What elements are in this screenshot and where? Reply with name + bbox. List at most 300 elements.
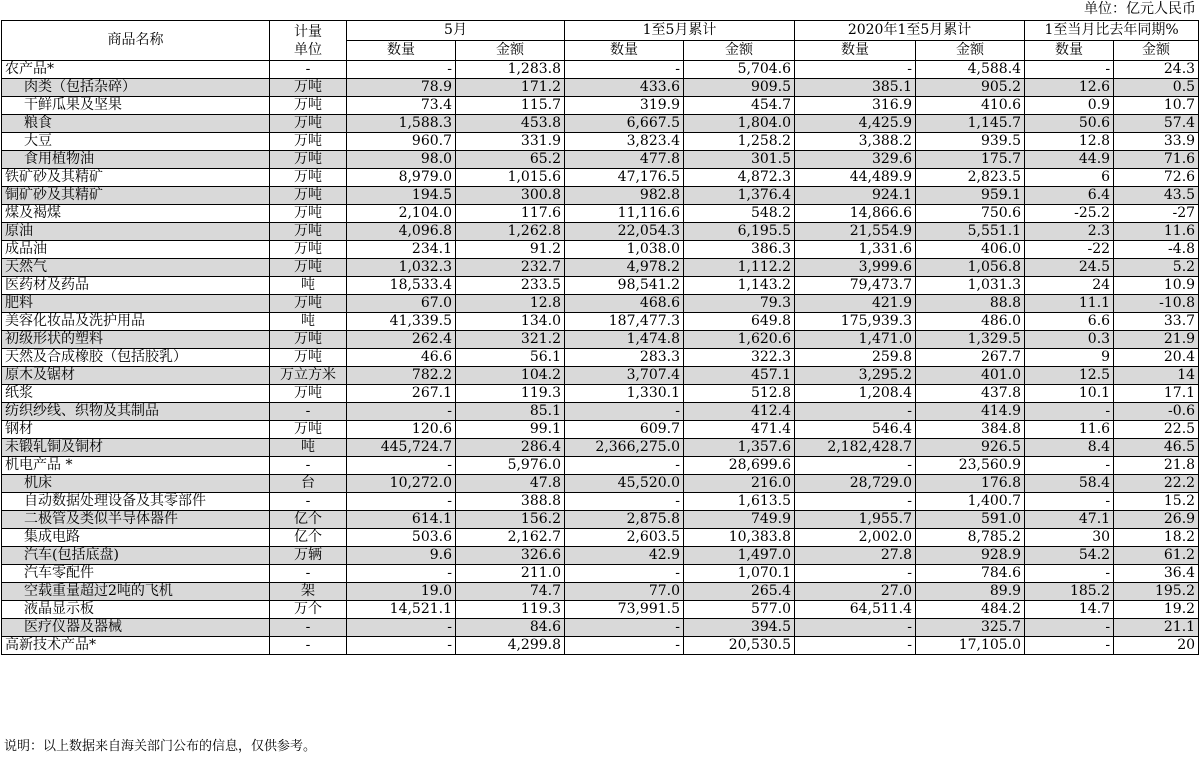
ytd-amount: 322.3 bbox=[684, 349, 795, 367]
ytd-2020-amount: 384.8 bbox=[916, 421, 1025, 439]
row-unit: 吨 bbox=[270, 439, 347, 457]
ytd-amount: 1,357.6 bbox=[684, 439, 795, 457]
table-row bbox=[2, 133, 1199, 151]
ytd-2020-amount: 410.6 bbox=[916, 97, 1025, 115]
may-amount: 321.2 bbox=[456, 331, 565, 349]
row-unit: - bbox=[270, 493, 347, 511]
yoy-qty-pct: 8.4 bbox=[1025, 439, 1114, 457]
ytd-qty: - bbox=[565, 619, 684, 637]
ytd-2020-amount: 926.5 bbox=[916, 439, 1025, 457]
row-unit: 吨 bbox=[270, 313, 347, 331]
row-unit: - bbox=[270, 619, 347, 637]
table-row bbox=[2, 313, 1199, 331]
ytd-qty: 4,978.2 bbox=[565, 259, 684, 277]
row-unit: 万吨 bbox=[270, 421, 347, 439]
ytd-2020-qty: - bbox=[795, 637, 916, 655]
may-qty: 9.6 bbox=[347, 547, 456, 565]
ytd-2020-amount: 1,329.5 bbox=[916, 331, 1025, 349]
table-body bbox=[2, 61, 1199, 655]
row-unit: 万吨 bbox=[270, 331, 347, 349]
table-row bbox=[2, 259, 1199, 277]
yoy-amount-pct: 22.2 bbox=[1114, 475, 1199, 493]
yoy-amount-pct: 11.6 bbox=[1114, 223, 1199, 241]
yoy-qty-pct: 47.1 bbox=[1025, 511, 1114, 529]
ytd-qty: 283.3 bbox=[565, 349, 684, 367]
yoy-amount-pct: 46.5 bbox=[1114, 439, 1199, 457]
row-name: 机电产品 * bbox=[2, 457, 270, 475]
may-amount: 5,976.0 bbox=[456, 457, 565, 475]
ytd-amount: 1,258.2 bbox=[684, 133, 795, 151]
ytd-2020-amount: 2,823.5 bbox=[916, 169, 1025, 187]
ytd-2020-qty: 385.1 bbox=[795, 79, 916, 97]
ytd-qty: 2,603.5 bbox=[565, 529, 684, 547]
may-amount: 91.2 bbox=[456, 241, 565, 259]
ytd-amount: 1,497.0 bbox=[684, 547, 795, 565]
ytd-2020-amount: 939.5 bbox=[916, 133, 1025, 151]
may-qty: - bbox=[347, 493, 456, 511]
ytd-2020-qty: - bbox=[795, 493, 916, 511]
header-qty: 数量 bbox=[795, 41, 916, 61]
yoy-amount-pct: 33.9 bbox=[1114, 133, 1199, 151]
ytd-amount: 548.2 bbox=[684, 205, 795, 223]
row-name: 液晶显示板 bbox=[2, 601, 270, 619]
yoy-amount-pct: -4.8 bbox=[1114, 241, 1199, 259]
row-name: 纺织纱线、织物及其制品 bbox=[2, 403, 270, 421]
yoy-amount-pct: 195.2 bbox=[1114, 583, 1199, 601]
row-unit: 台 bbox=[270, 475, 347, 493]
table-row bbox=[2, 97, 1199, 115]
ytd-2020-qty: - bbox=[795, 619, 916, 637]
ytd-2020-amount: 414.9 bbox=[916, 403, 1025, 421]
ytd-qty: 3,707.4 bbox=[565, 367, 684, 385]
yoy-amount-pct: 33.7 bbox=[1114, 313, 1199, 331]
ytd-amount: 512.8 bbox=[684, 385, 795, 403]
row-name: 自动数据处理设备及其零部件 bbox=[2, 493, 270, 511]
row-name: 二极管及类似半导体器件 bbox=[2, 511, 270, 529]
yoy-qty-pct: - bbox=[1025, 493, 1114, 511]
ytd-amount: 471.4 bbox=[684, 421, 795, 439]
table-row bbox=[2, 403, 1199, 421]
ytd-2020-qty: 175,939.3 bbox=[795, 313, 916, 331]
yoy-qty-pct: 24.5 bbox=[1025, 259, 1114, 277]
ytd-2020-qty: 1,955.7 bbox=[795, 511, 916, 529]
table-row bbox=[2, 223, 1199, 241]
may-amount: 84.6 bbox=[456, 619, 565, 637]
ytd-2020-amount: 406.0 bbox=[916, 241, 1025, 259]
may-qty: 10,272.0 bbox=[347, 475, 456, 493]
ytd-2020-qty: 64,511.4 bbox=[795, 601, 916, 619]
table-row bbox=[2, 367, 1199, 385]
may-qty: 8,979.0 bbox=[347, 169, 456, 187]
ytd-2020-amount: 591.0 bbox=[916, 511, 1025, 529]
may-amount: 232.7 bbox=[456, 259, 565, 277]
may-amount: 104.2 bbox=[456, 367, 565, 385]
ytd-2020-qty: 3,999.6 bbox=[795, 259, 916, 277]
yoy-qty-pct: 54.2 bbox=[1025, 547, 1114, 565]
yoy-qty-pct: 58.4 bbox=[1025, 475, 1114, 493]
row-unit: 万吨 bbox=[270, 187, 347, 205]
header-amt: 金额 bbox=[1114, 41, 1199, 61]
row-unit: 万吨 bbox=[270, 241, 347, 259]
ytd-amount: 216.0 bbox=[684, 475, 795, 493]
ytd-2020-amount: 8,785.2 bbox=[916, 529, 1025, 547]
ytd-qty: - bbox=[565, 493, 684, 511]
yoy-qty-pct: -25.2 bbox=[1025, 205, 1114, 223]
may-qty: 19.0 bbox=[347, 583, 456, 601]
table-row bbox=[2, 61, 1199, 79]
ytd-2020-qty: 44,489.9 bbox=[795, 169, 916, 187]
ytd-2020-qty: 27.0 bbox=[795, 583, 916, 601]
may-qty: 445,724.7 bbox=[347, 439, 456, 457]
ytd-amount: 394.5 bbox=[684, 619, 795, 637]
row-unit: 亿个 bbox=[270, 529, 347, 547]
ytd-2020-qty: - bbox=[795, 61, 916, 79]
table-row bbox=[2, 331, 1199, 349]
row-name: 空载重量超过2吨的飞机 bbox=[2, 583, 270, 601]
row-unit: 万吨 bbox=[270, 223, 347, 241]
yoy-amount-pct: 26.9 bbox=[1114, 511, 1199, 529]
ytd-qty: 609.7 bbox=[565, 421, 684, 439]
ytd-qty: - bbox=[565, 403, 684, 421]
ytd-amount: 5,704.6 bbox=[684, 61, 795, 79]
yoy-qty-pct: 12.8 bbox=[1025, 133, 1114, 151]
yoy-qty-pct: 11.1 bbox=[1025, 295, 1114, 313]
header-group-may: 5月 bbox=[347, 21, 565, 41]
yoy-amount-pct: 57.4 bbox=[1114, 115, 1199, 133]
ytd-amount: 1,613.5 bbox=[684, 493, 795, 511]
row-unit: 万辆 bbox=[270, 547, 347, 565]
ytd-2020-amount: 325.7 bbox=[916, 619, 1025, 637]
may-amount: 300.8 bbox=[456, 187, 565, 205]
yoy-amount-pct: 5.2 bbox=[1114, 259, 1199, 277]
yoy-qty-pct: 6 bbox=[1025, 169, 1114, 187]
row-unit: 架 bbox=[270, 583, 347, 601]
ytd-qty: 11,116.6 bbox=[565, 205, 684, 223]
ytd-2020-qty: 1,331.6 bbox=[795, 241, 916, 259]
ytd-2020-amount: 959.1 bbox=[916, 187, 1025, 205]
row-unit: - bbox=[270, 61, 347, 79]
may-amount: 119.3 bbox=[456, 601, 565, 619]
ytd-2020-qty: - bbox=[795, 457, 916, 475]
may-amount: 74.7 bbox=[456, 583, 565, 601]
yoy-qty-pct: - bbox=[1025, 457, 1114, 475]
table-row bbox=[2, 511, 1199, 529]
may-qty: - bbox=[347, 61, 456, 79]
may-amount: 47.8 bbox=[456, 475, 565, 493]
may-amount: 65.2 bbox=[456, 151, 565, 169]
ytd-2020-amount: 486.0 bbox=[916, 313, 1025, 331]
ytd-2020-amount: 484.2 bbox=[916, 601, 1025, 619]
ytd-2020-amount: 5,551.1 bbox=[916, 223, 1025, 241]
ytd-qty: 2,875.8 bbox=[565, 511, 684, 529]
row-name: 大豆 bbox=[2, 133, 270, 151]
header-qty: 数量 bbox=[1025, 41, 1114, 61]
may-amount: 1,262.8 bbox=[456, 223, 565, 241]
ytd-2020-amount: 784.6 bbox=[916, 565, 1025, 583]
yoy-amount-pct: 71.6 bbox=[1114, 151, 1199, 169]
yoy-amount-pct: 17.1 bbox=[1114, 385, 1199, 403]
row-name: 初级形状的塑料 bbox=[2, 331, 270, 349]
row-name: 汽车零配件 bbox=[2, 565, 270, 583]
ytd-amount: 265.4 bbox=[684, 583, 795, 601]
table-row bbox=[2, 169, 1199, 187]
may-amount: 171.2 bbox=[456, 79, 565, 97]
ytd-amount: 28,699.6 bbox=[684, 457, 795, 475]
yoy-amount-pct: 72.6 bbox=[1114, 169, 1199, 187]
header-unit-line1: 计量 bbox=[294, 23, 322, 40]
row-unit: 万立方米 bbox=[270, 367, 347, 385]
yoy-amount-pct: 19.2 bbox=[1114, 601, 1199, 619]
may-qty: 782.2 bbox=[347, 367, 456, 385]
yoy-amount-pct: 0.5 bbox=[1114, 79, 1199, 97]
may-qty: 41,339.5 bbox=[347, 313, 456, 331]
may-amount: 1,283.8 bbox=[456, 61, 565, 79]
row-name: 食用植物油 bbox=[2, 151, 270, 169]
yoy-qty-pct: 14.7 bbox=[1025, 601, 1114, 619]
ytd-qty: 1,038.0 bbox=[565, 241, 684, 259]
row-name: 美容化妆品及洗护用品 bbox=[2, 313, 270, 331]
yoy-qty-pct: - bbox=[1025, 565, 1114, 583]
row-name: 成品油 bbox=[2, 241, 270, 259]
header-unit-line2: 单位 bbox=[294, 41, 322, 58]
ytd-2020-qty: 546.4 bbox=[795, 421, 916, 439]
may-qty: 120.6 bbox=[347, 421, 456, 439]
ytd-qty: 468.6 bbox=[565, 295, 684, 313]
yoy-amount-pct: -27 bbox=[1114, 205, 1199, 223]
header-qty: 数量 bbox=[565, 41, 684, 61]
header-group-jan-may: 1至5月累计 bbox=[565, 21, 795, 41]
yoy-amount-pct: 15.2 bbox=[1114, 493, 1199, 511]
yoy-amount-pct: 43.5 bbox=[1114, 187, 1199, 205]
yoy-qty-pct: 185.2 bbox=[1025, 583, 1114, 601]
ytd-2020-amount: 1,145.7 bbox=[916, 115, 1025, 133]
ytd-2020-qty: - bbox=[795, 565, 916, 583]
may-qty: 262.4 bbox=[347, 331, 456, 349]
yoy-amount-pct: 36.4 bbox=[1114, 565, 1199, 583]
ytd-2020-amount: 1,031.3 bbox=[916, 277, 1025, 295]
row-unit: - bbox=[270, 403, 347, 421]
ytd-amount: 1,112.2 bbox=[684, 259, 795, 277]
ytd-2020-qty: 329.6 bbox=[795, 151, 916, 169]
ytd-2020-amount: 1,056.8 bbox=[916, 259, 1025, 277]
row-unit: 万吨 bbox=[270, 169, 347, 187]
ytd-2020-qty: 421.9 bbox=[795, 295, 916, 313]
may-amount: 331.9 bbox=[456, 133, 565, 151]
may-qty: 960.7 bbox=[347, 133, 456, 151]
yoy-amount-pct: 10.9 bbox=[1114, 277, 1199, 295]
yoy-qty-pct: -22 bbox=[1025, 241, 1114, 259]
ytd-2020-qty: 3,388.2 bbox=[795, 133, 916, 151]
header-unit bbox=[270, 21, 347, 61]
may-amount: 4,299.8 bbox=[456, 637, 565, 655]
yoy-qty-pct: 9 bbox=[1025, 349, 1114, 367]
may-qty: 14,521.1 bbox=[347, 601, 456, 619]
ytd-2020-qty: 3,295.2 bbox=[795, 367, 916, 385]
row-unit: 万吨 bbox=[270, 133, 347, 151]
yoy-amount-pct: 22.5 bbox=[1114, 421, 1199, 439]
table-row bbox=[2, 385, 1199, 403]
ytd-qty: 77.0 bbox=[565, 583, 684, 601]
ytd-amount: 454.7 bbox=[684, 97, 795, 115]
row-name: 天然及合成橡胶（包括胶乳） bbox=[2, 349, 270, 367]
footnote: 说明：以上数据来自海关部门公布的信息，仅供参考。 bbox=[4, 739, 317, 754]
may-amount: 286.4 bbox=[456, 439, 565, 457]
ytd-amount: 1,620.6 bbox=[684, 331, 795, 349]
ytd-qty: 73,991.5 bbox=[565, 601, 684, 619]
ytd-2020-amount: 23,560.9 bbox=[916, 457, 1025, 475]
ytd-amount: 6,195.5 bbox=[684, 223, 795, 241]
row-unit: 万个 bbox=[270, 601, 347, 619]
yoy-amount-pct: 61.2 bbox=[1114, 547, 1199, 565]
ytd-amount: 749.9 bbox=[684, 511, 795, 529]
row-unit: 万吨 bbox=[270, 259, 347, 277]
may-qty: - bbox=[347, 457, 456, 475]
may-qty: 78.9 bbox=[347, 79, 456, 97]
ytd-qty: 22,054.3 bbox=[565, 223, 684, 241]
row-name: 高新技术产品* bbox=[2, 637, 270, 655]
ytd-2020-amount: 17,105.0 bbox=[916, 637, 1025, 655]
ytd-2020-qty: - bbox=[795, 403, 916, 421]
ytd-amount: 1,070.1 bbox=[684, 565, 795, 583]
table-row bbox=[2, 601, 1199, 619]
may-qty: - bbox=[347, 619, 456, 637]
table-row bbox=[2, 79, 1199, 97]
ytd-qty: - bbox=[565, 457, 684, 475]
may-qty: 73.4 bbox=[347, 97, 456, 115]
ytd-2020-amount: 89.9 bbox=[916, 583, 1025, 601]
table-row bbox=[2, 493, 1199, 511]
table-row bbox=[2, 205, 1199, 223]
table-row bbox=[2, 151, 1199, 169]
yoy-qty-pct: 0.3 bbox=[1025, 331, 1114, 349]
row-name: 肥料 bbox=[2, 295, 270, 313]
row-name: 天然气 bbox=[2, 259, 270, 277]
row-unit: 万吨 bbox=[270, 295, 347, 313]
ytd-2020-amount: 176.8 bbox=[916, 475, 1025, 493]
ytd-2020-amount: 750.6 bbox=[916, 205, 1025, 223]
may-amount: 326.6 bbox=[456, 547, 565, 565]
ytd-2020-amount: 905.2 bbox=[916, 79, 1025, 97]
table-row bbox=[2, 529, 1199, 547]
ytd-2020-qty: 21,554.9 bbox=[795, 223, 916, 241]
ytd-qty: 477.8 bbox=[565, 151, 684, 169]
yoy-qty-pct: 10.1 bbox=[1025, 385, 1114, 403]
ytd-amount: 10,383.8 bbox=[684, 529, 795, 547]
ytd-2020-amount: 175.7 bbox=[916, 151, 1025, 169]
may-qty: - bbox=[347, 637, 456, 655]
ytd-amount: 909.5 bbox=[684, 79, 795, 97]
row-name: 铜矿砂及其精矿 bbox=[2, 187, 270, 205]
ytd-2020-qty: 2,002.0 bbox=[795, 529, 916, 547]
may-amount: 85.1 bbox=[456, 403, 565, 421]
ytd-2020-qty: 28,729.0 bbox=[795, 475, 916, 493]
may-qty: 614.1 bbox=[347, 511, 456, 529]
ytd-2020-qty: 14,866.6 bbox=[795, 205, 916, 223]
row-name: 农产品* bbox=[2, 61, 270, 79]
yoy-amount-pct: 10.7 bbox=[1114, 97, 1199, 115]
yoy-qty-pct: - bbox=[1025, 403, 1114, 421]
table-row bbox=[2, 547, 1199, 565]
header-name: 商品名称 bbox=[2, 21, 270, 61]
row-unit: 万吨 bbox=[270, 97, 347, 115]
ytd-2020-qty: 1,208.4 bbox=[795, 385, 916, 403]
header-amt: 金额 bbox=[684, 41, 795, 61]
may-amount: 119.3 bbox=[456, 385, 565, 403]
ytd-qty: 1,330.1 bbox=[565, 385, 684, 403]
table-row bbox=[2, 439, 1199, 457]
table-row bbox=[2, 475, 1199, 493]
row-name: 干鲜瓜果及坚果 bbox=[2, 97, 270, 115]
may-qty: - bbox=[347, 403, 456, 421]
may-amount: 134.0 bbox=[456, 313, 565, 331]
row-name: 医疗仪器及器械 bbox=[2, 619, 270, 637]
ytd-amount: 1,143.2 bbox=[684, 277, 795, 295]
may-amount: 211.0 bbox=[456, 565, 565, 583]
ytd-amount: 301.5 bbox=[684, 151, 795, 169]
yoy-qty-pct: 24 bbox=[1025, 277, 1114, 295]
table-row bbox=[2, 349, 1199, 367]
ytd-amount: 1,376.4 bbox=[684, 187, 795, 205]
may-qty: 234.1 bbox=[347, 241, 456, 259]
header-group-2020: 2020年1至5月累计 bbox=[795, 21, 1025, 41]
ytd-qty: - bbox=[565, 637, 684, 655]
may-amount: 56.1 bbox=[456, 349, 565, 367]
row-unit: 万吨 bbox=[270, 205, 347, 223]
row-unit: 万吨 bbox=[270, 349, 347, 367]
row-unit: 万吨 bbox=[270, 115, 347, 133]
yoy-qty-pct: 50.6 bbox=[1025, 115, 1114, 133]
yoy-amount-pct: 20 bbox=[1114, 637, 1199, 655]
row-unit: 万吨 bbox=[270, 151, 347, 169]
may-qty: 503.6 bbox=[347, 529, 456, 547]
yoy-qty-pct: 44.9 bbox=[1025, 151, 1114, 169]
yoy-amount-pct: -0.6 bbox=[1114, 403, 1199, 421]
row-name: 未锻轧铜及铜材 bbox=[2, 439, 270, 457]
table-row bbox=[2, 457, 1199, 475]
yoy-amount-pct: -10.8 bbox=[1114, 295, 1199, 313]
ytd-amount: 412.4 bbox=[684, 403, 795, 421]
ytd-qty: 42.9 bbox=[565, 547, 684, 565]
ytd-2020-amount: 401.0 bbox=[916, 367, 1025, 385]
yoy-qty-pct: 0.9 bbox=[1025, 97, 1114, 115]
yoy-qty-pct: - bbox=[1025, 619, 1114, 637]
ytd-2020-qty: 259.8 bbox=[795, 349, 916, 367]
row-name: 钢材 bbox=[2, 421, 270, 439]
may-qty: 18,533.4 bbox=[347, 277, 456, 295]
may-amount: 117.6 bbox=[456, 205, 565, 223]
row-name: 粮食 bbox=[2, 115, 270, 133]
may-qty: 98.0 bbox=[347, 151, 456, 169]
ytd-amount: 1,804.0 bbox=[684, 115, 795, 133]
yoy-qty-pct: 30 bbox=[1025, 529, 1114, 547]
may-qty: - bbox=[347, 565, 456, 583]
yoy-amount-pct: 21.9 bbox=[1114, 331, 1199, 349]
may-qty: 1,032.3 bbox=[347, 259, 456, 277]
yoy-qty-pct: - bbox=[1025, 61, 1114, 79]
ytd-2020-qty: 316.9 bbox=[795, 97, 916, 115]
table-row bbox=[2, 637, 1199, 655]
header-amt: 金额 bbox=[456, 41, 565, 61]
row-name: 汽车(包括底盘) bbox=[2, 547, 270, 565]
row-unit: 万吨 bbox=[270, 385, 347, 403]
row-unit: - bbox=[270, 637, 347, 655]
yoy-amount-pct: 20.4 bbox=[1114, 349, 1199, 367]
yoy-amount-pct: 14 bbox=[1114, 367, 1199, 385]
ytd-amount: 20,530.5 bbox=[684, 637, 795, 655]
row-name: 医药材及药品 bbox=[2, 277, 270, 295]
yoy-qty-pct: 12.5 bbox=[1025, 367, 1114, 385]
yoy-qty-pct: 2.3 bbox=[1025, 223, 1114, 241]
